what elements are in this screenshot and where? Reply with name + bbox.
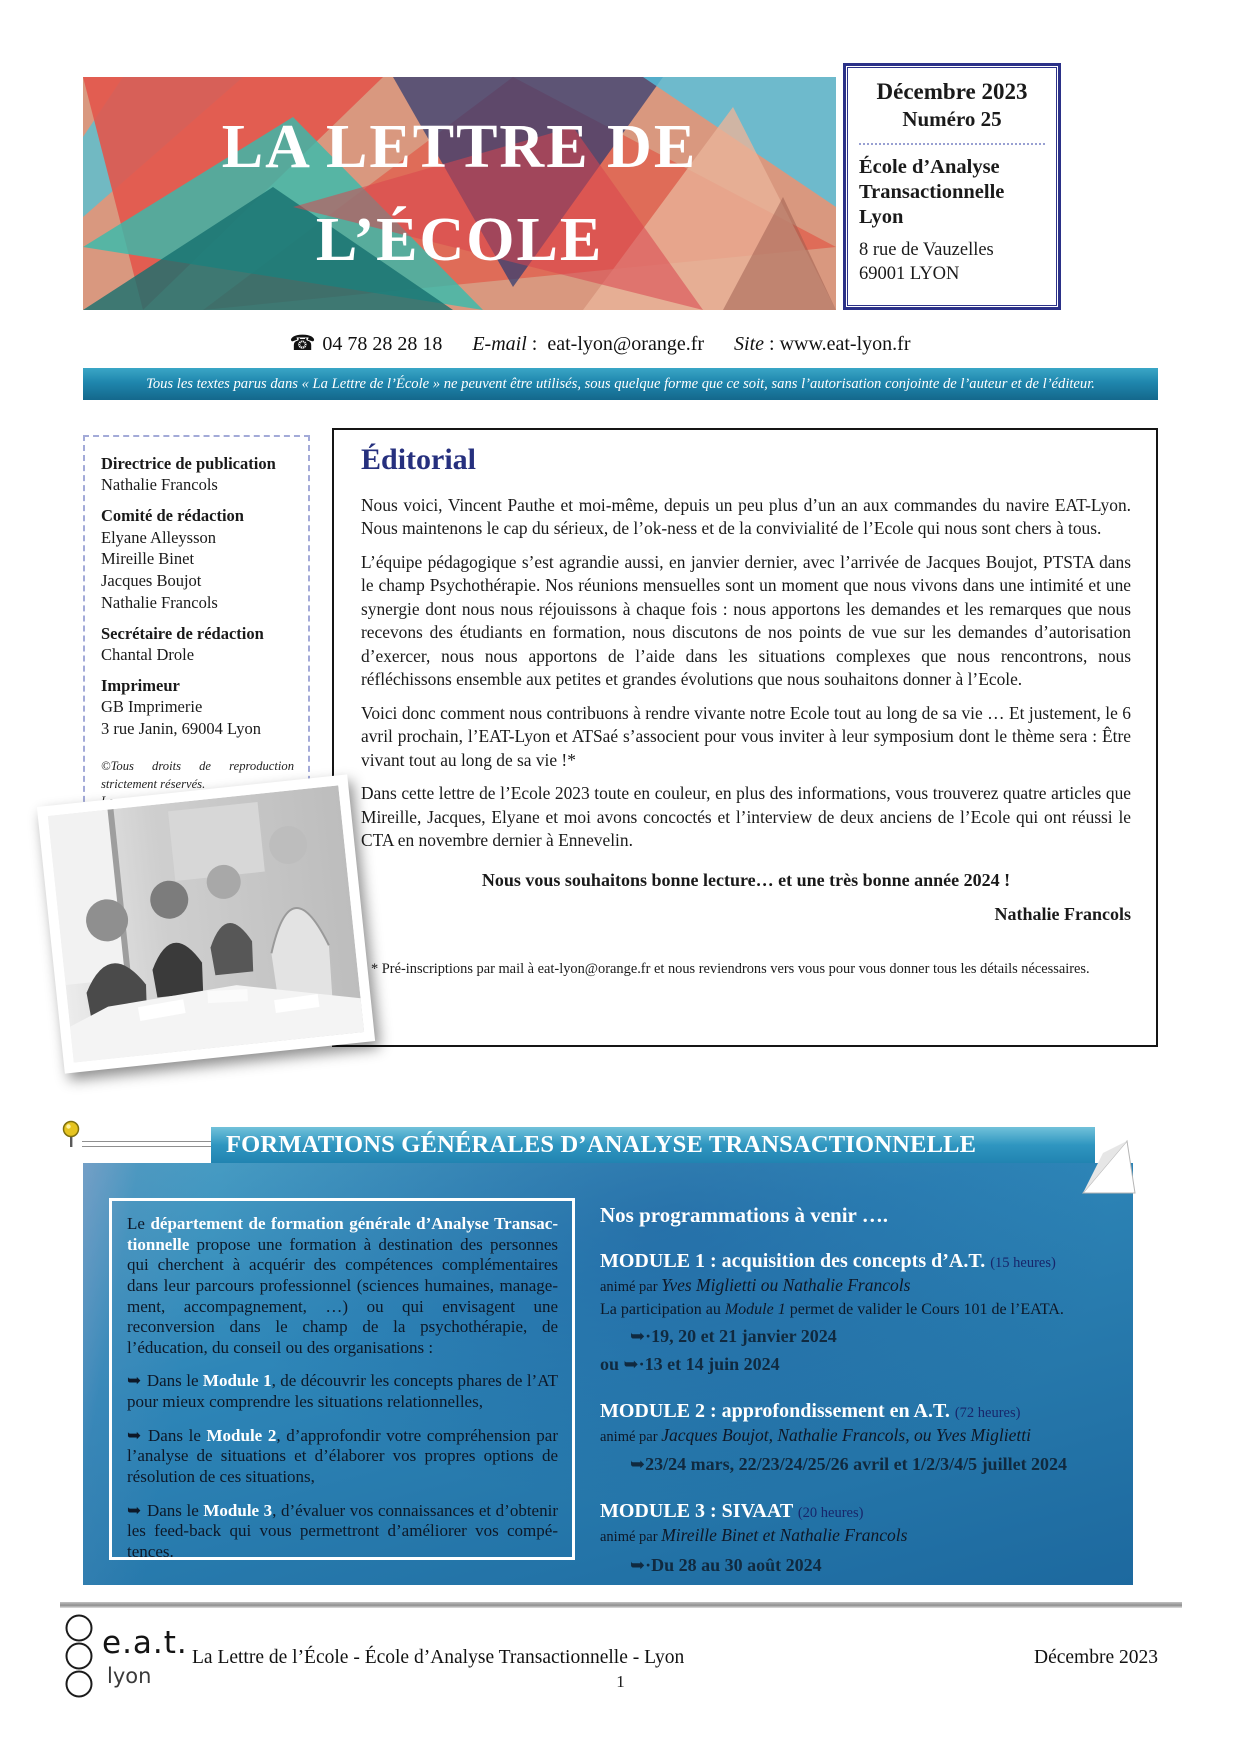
text-segment: animé par <box>600 1428 662 1445</box>
credits-line: Elyane Alleysson <box>101 527 217 547</box>
pointer-arrow-icon: ➥ <box>630 1454 646 1476</box>
meeting-photo-image <box>48 785 364 1062</box>
module-animators <box>600 1274 1122 1298</box>
credits-line: GB Imprimerie <box>101 697 203 717</box>
module-animators <box>600 1424 1122 1448</box>
formations-section-title: FORMATIONS GÉNÉRALES D’ANALYSE TRANSACTIONNELLE <box>211 1127 1095 1163</box>
text-segment: (20 heures) <box>797 1505 864 1522</box>
text-segment <box>704 333 734 355</box>
text-segment: ·19, 20 et 21 janvier 2024 <box>645 1325 837 1346</box>
text-segment <box>442 333 472 355</box>
pointer-arrow-icon: ➥ <box>630 1325 646 1347</box>
pointer-arrow-icon: ➥ <box>623 1353 639 1375</box>
module-block-2 <box>600 1399 1122 1476</box>
text-segment: Le <box>127 1214 151 1233</box>
module-date <box>600 1555 1122 1576</box>
logo-text-lyon: lyon <box>107 1664 152 1688</box>
module-block-3 <box>600 1499 1122 1576</box>
credits-line: Jacques Boujot <box>101 571 202 591</box>
text-segment: : <box>526 333 548 355</box>
footer-date: Décembre 2023 <box>1034 1647 1158 1668</box>
organization-name: École d’Analyse Transactionnelle Lyon <box>859 155 1005 228</box>
module-animators <box>600 1524 1122 1548</box>
credits-line: Chantal Drole <box>101 645 195 665</box>
text-segment: La participation au <box>600 1300 725 1318</box>
editorial-closing: Nous vous souhaitons bonne lecture… et une très bonne année 2024 ! <box>481 869 1011 890</box>
masthead-artwork <box>83 77 836 310</box>
credits-heading: Secrétaire de rédaction <box>101 623 264 643</box>
editorial-signature: Nathalie Francols <box>994 903 1131 924</box>
formations-bullet <box>127 1371 558 1412</box>
editorial-footnote: * Pré-inscriptions par mail à eat-lyon@orange.fr et nous reviendrons vers vous pour vous donner tous les détails nécessaires. <box>371 960 1090 977</box>
text-segment: Yves Miglietti ou Nathalie Francols <box>661 1275 911 1295</box>
text-segment: www.eat-lyon.fr <box>779 333 911 355</box>
issue-date: Décembre 2023 <box>876 79 1028 104</box>
issue-number: Numéro 25 <box>902 106 1002 131</box>
text-segment: , d’évaluer vos connaissances et d’obtenir les feed-back qui vous permettront d’améliorer vos compé-tences. <box>127 1500 558 1561</box>
editorial-title: Éditorial <box>361 443 477 476</box>
address-line1: 8 rue de Vauzelles <box>859 239 994 260</box>
organization-address <box>859 239 1045 286</box>
credits-heading: Comité de rédaction <box>101 506 244 526</box>
text-segment: Site <box>734 333 765 355</box>
text-segment: ·Du 28 au 30 août 2024 <box>645 1554 822 1575</box>
programs-title: Nos programmations à venir …. <box>600 1203 888 1227</box>
copyright-banner: Tous les textes parus dans « La Lettre de l’École » ne peuvent être utilisés, sous quelque forme que ce soit, sans l’autorisation conjointe de l’auteur et de l’éditeur. <box>83 368 1158 400</box>
text-segment: E-mail <box>472 333 527 355</box>
page-curl-corner <box>1081 1137 1137 1195</box>
module-heading <box>600 1249 1122 1274</box>
programs-column <box>600 1203 1122 1576</box>
editorial-paragraph: Voici donc comment nous contribuons à rendre vivante notre Ecole tout au long de sa vie … Et justement, le 6 avril prochain, l’EAT-Lyon et ATSaé s’associent pour vous inviter à leur symposium dont le thème sera : Être vivant tout au long de sa vie !* <box>361 702 1131 770</box>
text-segment: Module 1 <box>202 1371 272 1391</box>
newsletter-title-line1: LA LETTRE DE <box>221 112 698 181</box>
address-line2: 69001 LYON <box>859 263 960 284</box>
text-segment: eat-lyon@orange.fr <box>547 333 705 355</box>
dotted-divider <box>859 143 1045 145</box>
text-segment: Dans le <box>146 1371 203 1391</box>
newsletter-title <box>83 77 836 310</box>
editorial-paragraph: Dans cette lettre de l’Ecole 2023 toute en couleur, en plus des informations, vous trouverez quatre articles que Mireille, Jacques, Elyane et moi avons concoctés et l’interview de deux anciens de l’Ecole qui ont réussi le CTA en novembre dernier à Ennevelin. <box>361 783 1131 851</box>
text-segment: MODULE 3 : SIVAAT <box>600 1500 798 1523</box>
rights-note-line1: ©Tous droits de reproduction strictement réservés. <box>101 758 294 791</box>
text-segment: ou <box>600 1353 624 1374</box>
credits-line: 3 rue Janin, 69004 Lyon <box>101 719 261 739</box>
page-number: 1 <box>616 1672 625 1691</box>
pushpin-icon <box>60 1120 82 1150</box>
credits-heading: Directrice de publication <box>101 454 276 473</box>
text-segment: animé par <box>600 1279 662 1295</box>
formations-box <box>83 1163 1133 1585</box>
pin-string-line <box>82 1141 212 1147</box>
editorial-paragraph: Nous voici, Vincent Pauthe et moi-même, depuis un peu plus d’un an aux commandes du navire EAT-Lyon. Nous maintenons le cap du sérieux, de l’ok-ness et de la convivialité de l’Ecole qui nous sont chers à tous. <box>361 495 1131 539</box>
text-segment: , de découvrir les concepts phares de l’AT pour mieux comprendre les situations relationnelles, <box>127 1371 558 1412</box>
text-segment: MODULE 2 : approfondissement en A.T. <box>600 1399 955 1422</box>
text-segment: Jacques Boujot, Nathalie Francols, ou Yves Miglietti <box>661 1424 1031 1445</box>
module-heading <box>600 1399 1122 1424</box>
logo-text-eat: e.a.t. <box>102 1625 188 1661</box>
text-segment: Module 1 <box>724 1300 786 1318</box>
text-segment: département de formation générale d’Analyse Transac-tionnelle <box>127 1214 558 1254</box>
credits-line: Nathalie Francols <box>101 475 218 495</box>
editorial-paragraph: L’équipe pédagogique s’est agrandie aussi, en janvier dernier, avec l’arrivée de Jacques Boujot, PTSTA dans le champ Psychothérapie. Nos réunions mensuelles sont un moment que nous vivons dans une intimité et une synergie dont nous nous réjouissons à chaque fois : nous apportons les demandes et les remarques que nous recevons des étudiants en formation, nous discutons de nos points de vue sur les demandes d’autorisation d’exercer, nous nous apportons de l’aide dans les situations complexes que nous rencontrons, nous réfléchissons ensemble aux petites et grandes évolutions que nous souhaitons donner à l’Ecole. <box>361 551 1131 690</box>
formations-intro <box>127 1214 558 1358</box>
footer-divider <box>60 1602 1182 1608</box>
formations-bullet <box>127 1426 558 1488</box>
credits-line: Nathalie Francols <box>101 592 218 612</box>
pointer-arrow-icon: ➥ <box>630 1554 646 1576</box>
text-segment: , d’approfondir votre compréhension par l’analyse de situations et d’élaborer vos propres options de résolution de ces situations, <box>127 1425 558 1487</box>
pointer-arrow-icon: ➥ <box>127 1500 147 1521</box>
text-segment: Dans le <box>146 1500 204 1520</box>
text-segment: (72 heures) <box>954 1404 1021 1421</box>
formations-bullet <box>127 1501 558 1563</box>
text-segment: : <box>764 333 780 355</box>
text-segment: Module 2 <box>206 1425 277 1445</box>
credits-line: Mireille Binet <box>101 549 195 569</box>
text-segment: Dans le <box>148 1425 207 1445</box>
module-date <box>600 1354 1122 1375</box>
formations-intro-box <box>109 1198 575 1560</box>
text-segment: Module 3 <box>203 1500 273 1520</box>
pointer-arrow-icon: ➥ <box>127 1425 149 1446</box>
credits-heading: Imprimeur <box>101 675 180 695</box>
text-segment: MODULE 1 : acquisition des concepts d’A.T. <box>600 1250 991 1272</box>
text-segment: permet de valider le Cours 101 de l’EATA. <box>785 1300 1064 1318</box>
newsletter-title-line2: L’ÉCOLE <box>315 205 604 274</box>
text-segment: propose une formation à destination des personnes qui cherchent à acquérir des compétences complémentaires dans leur parcours professionnel (sciences humaines, manage-ment, accompagnement, …) ou qui envisagent une reconversion dans le champ de la psychothérapie, de l’éducation, du conseil ou des organisations : <box>127 1234 558 1357</box>
module-note <box>600 1301 1122 1319</box>
text-segment: animé par <box>600 1529 662 1546</box>
editorial-box <box>332 428 1158 1047</box>
text-segment: (15 heures) <box>990 1255 1056 1271</box>
text-segment: 04 78 28 28 18 <box>322 333 443 355</box>
module-block-1 <box>600 1249 1122 1375</box>
phone-icon: ☎ <box>289 331 323 355</box>
text-segment: 23/24 mars, 22/23/24/25/26 avril et 1/2/3/4/5 juillet 2024 <box>645 1454 1068 1475</box>
contact-row <box>40 331 1160 356</box>
module-heading <box>600 1499 1122 1524</box>
module-date <box>600 1326 1122 1347</box>
footer-title-line: La Lettre de l’École - École d’Analyse Transactionnelle - Lyon <box>192 1647 685 1668</box>
issue-info-box <box>843 63 1061 310</box>
text-segment: Mireille Binet et Nathalie Francols <box>661 1525 908 1546</box>
pointer-arrow-icon: ➥ <box>127 1371 147 1392</box>
text-segment: ·13 et 14 juin 2024 <box>638 1353 780 1374</box>
module-date <box>600 1454 1122 1475</box>
team-photo <box>37 774 375 1073</box>
